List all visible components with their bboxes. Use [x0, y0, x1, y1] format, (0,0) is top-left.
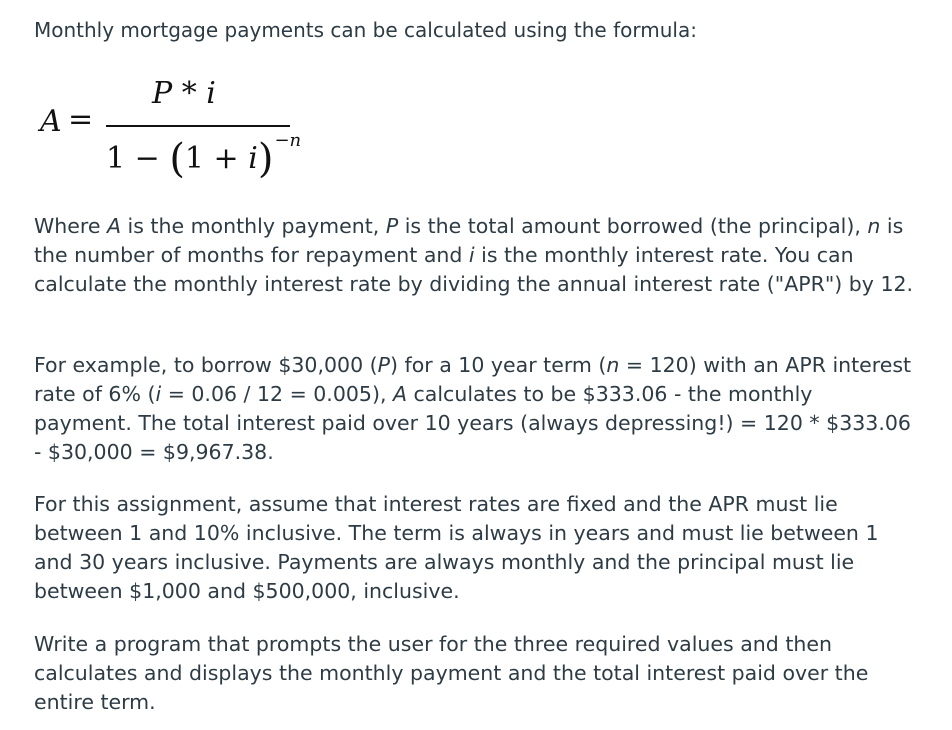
- p2-text-d: = 0.06 / 12 = 0.005),: [161, 382, 393, 406]
- den-plus: +: [204, 141, 249, 176]
- p2-text-e: calculates to be $333.06 - the monthly payment. The total interest paid over 10 years (always depressing!) = 120 * $333.06 - $30,000 = $9,967.38.: [34, 382, 911, 464]
- den-close-paren: ): [257, 136, 274, 182]
- variables-paragraph: [34, 212, 914, 299]
- p2-text-b: ) for a 10 year term (: [390, 353, 607, 377]
- formula-equals: =: [68, 102, 94, 137]
- intro-text: Monthly mortgage payments can be calculated using the formula:: [34, 18, 697, 42]
- var-n: n: [606, 353, 620, 377]
- formula-numerator: P * i: [152, 76, 216, 111]
- p1-text-a: Where: [34, 214, 107, 238]
- p2-text-a: For example, to borrow $30,000 (: [34, 353, 378, 377]
- var-i: i: [155, 382, 162, 406]
- task-paragraph: Write a program that prompts the user for the three required values and then calculates and displays the monthly payment and the total interest paid over the entire term.: [34, 632, 869, 714]
- fraction-bar: [106, 125, 290, 127]
- den-i: i: [248, 141, 258, 176]
- constraints-paragraph: For this assignment, assume that interest rates are fixed and the APR must lie between 1 and 10% inclusive. The term is always in years and must lie between 1 and 30 years inclusive. Payments are always monthly and the principal must lie between $1,000 and $500,000, inclusive.: [34, 492, 879, 603]
- var-n: n: [867, 214, 881, 238]
- var-p: P: [385, 214, 399, 238]
- p1-text-e: is the monthly interest rate. You can calculate the monthly interest rate by dividing the annual interest rate ("APR") by 12.: [34, 243, 914, 296]
- den-inner-one: 1: [184, 141, 205, 176]
- formula-lhs: A: [40, 104, 62, 139]
- den-open-paren: (: [169, 136, 185, 182]
- p1-text-c: is the total amount borrowed (the principal),: [398, 214, 868, 238]
- var-a: A: [106, 214, 122, 238]
- var-i: i: [468, 243, 475, 267]
- den-one: 1: [106, 141, 126, 176]
- example-paragraph: [34, 351, 914, 467]
- p1-text-b: is the monthly payment,: [121, 214, 386, 238]
- var-p: P: [377, 353, 391, 377]
- den-minus: −: [125, 141, 170, 176]
- formula-denominator: [106, 130, 301, 182]
- den-exponent: −n: [274, 130, 302, 151]
- mortgage-formula: [40, 76, 340, 186]
- var-a: A: [392, 382, 408, 406]
- p1-text-d: is the number of months for repayment and: [34, 214, 904, 267]
- p2-text-c: = 120) with an APR interest rate of 6% (: [34, 353, 912, 406]
